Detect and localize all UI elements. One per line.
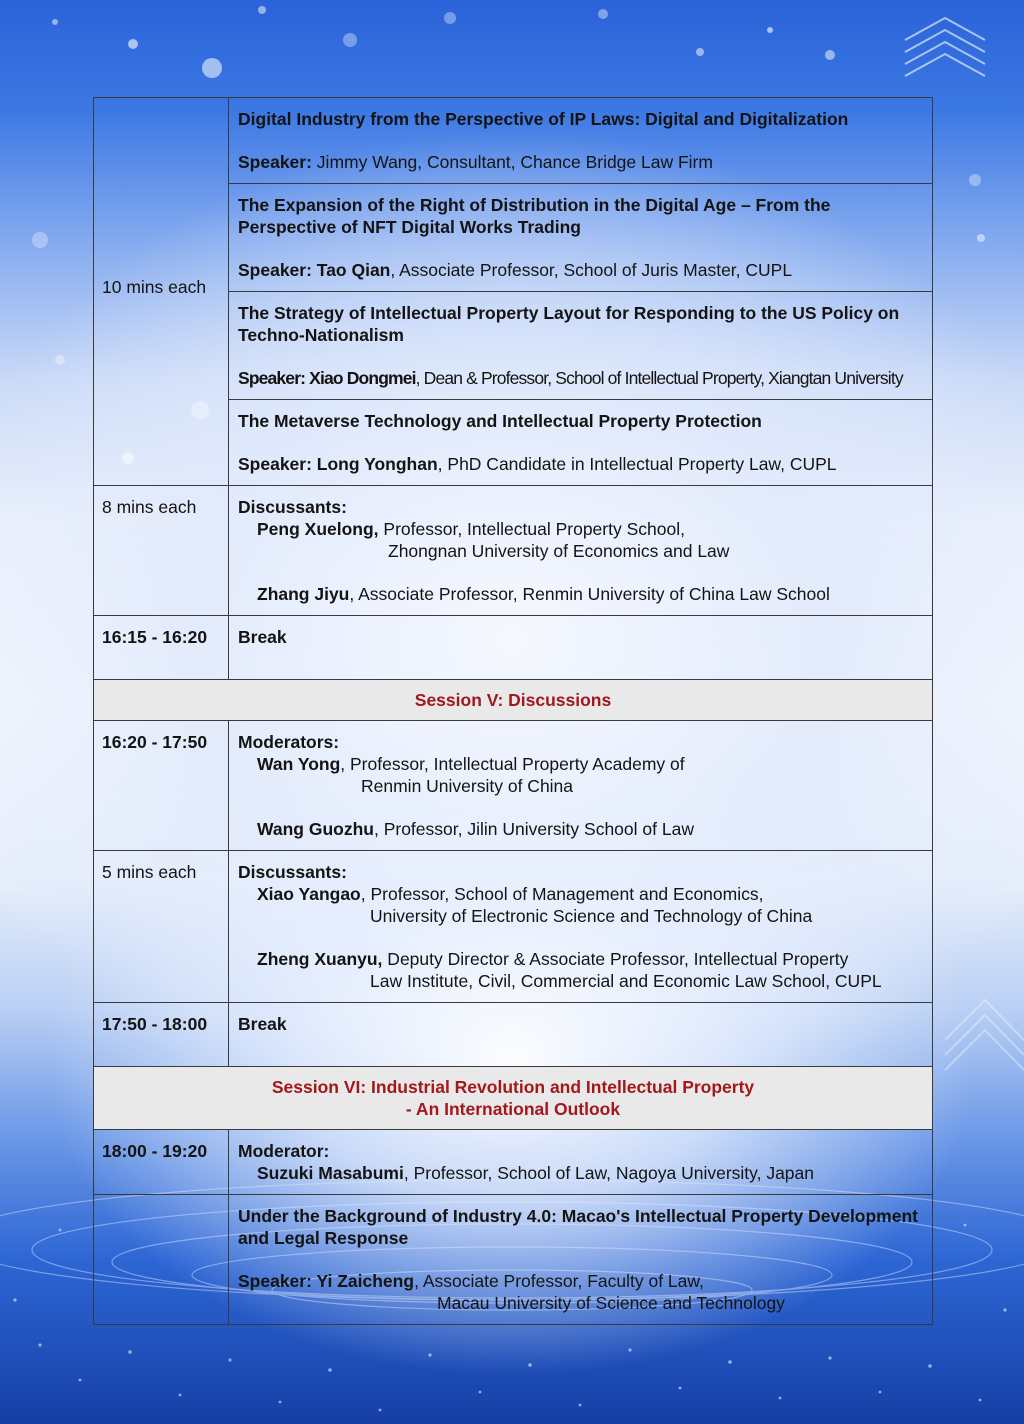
time-range: 16:20 - 17:50 [102,732,208,752]
person-name: Suzuki Masabumi [257,1163,404,1183]
speaker-details: , Associate Professor, Faculty of Law, [414,1271,704,1291]
role-heading: Discussants: [238,862,347,882]
table-row [94,616,933,680]
duration-label: 10 mins each [102,276,207,297]
session-title: Session V: Discussions [414,690,612,710]
table-row [94,486,933,616]
speaker-label: Speaker: [238,454,312,474]
person-title: , Professor, School of Management and Economics, [360,884,764,904]
person-name: Xiao Yangao [257,884,361,904]
talk-title: The Strategy of Intellectual Property Layout for Responding to the US Policy on Techno-Nationalism [238,303,900,345]
role-heading: Moderator: [238,1141,330,1161]
speaker-affiliation: Macau University of Science and Technology [437,1293,785,1313]
time-cell [94,1003,229,1067]
session-heading [94,680,933,721]
session-row [94,680,933,721]
speaker-label: Speaker: [238,152,312,172]
role-heading: Discussants: [238,497,347,517]
discussants-cell [229,486,933,616]
person-affiliation: Renmin University of China [361,776,574,796]
time-range: 18:00 - 19:20 [102,1141,208,1161]
table-row [94,1003,933,1067]
talk-title: Digital Industry from the Perspective of IP Laws: Digital and Digitalization [238,109,849,129]
person-affiliation: Zhongnan University of Economics and Law [388,541,730,561]
break-cell [229,1003,933,1067]
speaker-label: Speaker: [238,260,312,280]
table-row [94,721,933,851]
speaker-details: Jimmy Wang, Consultant, Chance Bridge Law Firm [311,152,713,172]
time-cell [94,721,229,851]
talk-cell [229,400,933,486]
session-subtitle: - An International Outlook [405,1099,621,1119]
break-cell [229,616,933,680]
talk-cell [229,98,933,184]
speaker-details: , PhD Candidate in Intellectual Property Law, CUPL [437,454,837,474]
person-name: Zheng Xuanyu, [257,949,383,969]
person-name: Peng Xuelong, [257,519,379,539]
speaker-details: , Dean & Professor, School of Intellectual Property, Xiangtan University [415,368,903,388]
person-entry [238,818,923,840]
speaker-line [238,453,923,475]
person-title: , Professor, Intellectual Property Academy of [340,754,685,774]
session-title: Session VI: Industrial Revolution and Intellectual Property [271,1077,755,1097]
duration-label: 8 mins each [102,497,197,517]
person-name: Wan Yong [257,754,341,774]
speaker-line [238,151,923,173]
person-entry [238,753,923,797]
table-row [94,851,933,1003]
break-label: Break [238,627,287,647]
person-affiliation: Law Institute, Civil, Commercial and Economic Law School, CUPL [370,971,882,991]
time-cell [94,616,229,680]
person-title: , Professor, School of Law, Nagoya University, Japan [403,1163,815,1183]
speaker-details: , Associate Professor, School of Juris Master, CUPL [390,260,793,280]
role-heading: Moderators: [238,732,340,752]
schedule-table [93,97,933,1325]
talk-title: The Expansion of the Right of Distribution in the Digital Age – From the Perspective of NFT Digital Works Trading [238,195,831,237]
discussants-cell [229,851,933,1003]
speaker-name: Long Yonghan [311,454,438,474]
table-row [94,98,933,184]
person-affiliation: University of Electronic Science and Technology of China [370,906,813,926]
speaker-label: Speaker: [238,368,306,388]
speaker-line [238,367,923,389]
person-entry [238,1162,923,1184]
session-row [94,1067,933,1130]
speaker-name: Yi Zaicheng [311,1271,415,1291]
person-entry [238,948,923,992]
person-title: Deputy Director & Associate Professor, Intellectual Property [382,949,849,969]
time-cell [94,851,229,1003]
talk-cell [229,1195,933,1325]
session-heading [94,1067,933,1130]
person-name: Wang Guozhu [257,819,374,839]
speaker-name: Tao Qian [311,260,391,280]
person-title: , Professor, Jilin University School of Law [373,819,694,839]
table-row [94,1195,933,1325]
time-cell [94,486,229,616]
speaker-line [238,1270,923,1314]
talk-cell [229,184,933,292]
person-title: Professor, Intellectual Property School, [378,519,685,539]
time-cell [94,98,229,486]
talk-cell [229,292,933,400]
speaker-line [238,259,923,281]
time-cell [94,1130,229,1195]
speaker-name: Xiao Dongmei [305,368,416,388]
person-entry [238,518,923,562]
table-row [94,1130,933,1195]
moderators-cell [229,1130,933,1195]
person-entry [238,583,923,605]
moderators-cell [229,721,933,851]
person-title: , Associate Professor, Renmin University of China Law School [349,584,830,604]
break-label: Break [238,1014,287,1034]
duration-label: 5 mins each [102,862,197,882]
time-cell [94,1195,229,1325]
time-range: 16:15 - 16:20 [102,627,208,647]
time-range: 17:50 - 18:00 [102,1014,208,1034]
talk-title: Under the Background of Industry 4.0: Macao's Intellectual Property Development and Legal Response [238,1206,918,1248]
person-entry [238,883,923,927]
person-name: Zhang Jiyu [257,584,350,604]
talk-title: The Metaverse Technology and Intellectual Property Protection [238,411,762,431]
speaker-label: Speaker: [238,1271,312,1291]
